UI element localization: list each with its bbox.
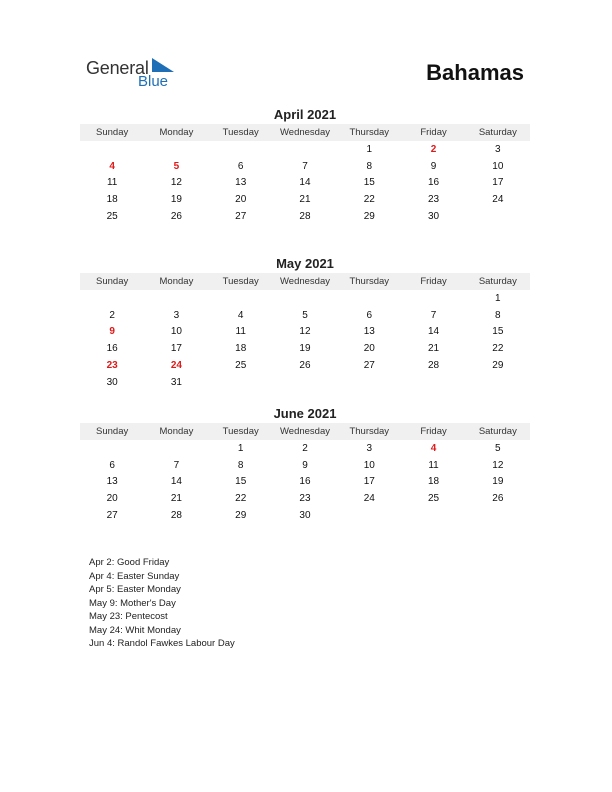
date-cell: 7 (430, 309, 437, 321)
date-cell: 11 (428, 459, 439, 471)
date-cell: 16 (106, 343, 118, 355)
holiday-date: 23 (106, 360, 118, 372)
date-cell: 29 (492, 360, 504, 372)
date-cell: 24 (492, 194, 504, 206)
week-row (80, 307, 530, 324)
date-cell: 27 (235, 211, 247, 223)
week-row (80, 340, 530, 357)
date-cell: 2 (109, 309, 115, 321)
week-row (80, 507, 530, 524)
weekday-label: Monday (159, 276, 194, 287)
weekday-label: Sunday (96, 127, 129, 138)
week-row (80, 457, 530, 474)
week-row (80, 208, 530, 225)
date-cell: 26 (492, 493, 504, 505)
date-cell: 27 (363, 360, 375, 372)
weekday-label: Wednesday (279, 127, 330, 138)
date-cell: 26 (170, 211, 182, 223)
weekday-label: Wednesday (279, 426, 330, 437)
logo-general-text: General (86, 58, 149, 78)
date-cell: 10 (170, 326, 182, 338)
date-cell: 29 (363, 211, 375, 223)
weekday-label: Saturday (478, 127, 517, 138)
holiday-date: 24 (170, 360, 182, 372)
logo-blue-text: Blue (138, 73, 169, 90)
logo-triangle-icon (152, 58, 174, 72)
date-cell: 3 (495, 143, 501, 155)
holiday-item: Jun 4: Randol Fawkes Labour Day (89, 638, 235, 649)
date-cell: 6 (366, 309, 373, 321)
date-cell: 15 (492, 326, 504, 338)
generalblue-logo (86, 58, 196, 92)
date-cell: 20 (235, 194, 247, 206)
date-cell: 12 (299, 326, 311, 338)
date-cell: 23 (427, 194, 440, 206)
week-row (80, 357, 530, 374)
date-cell: 16 (427, 177, 440, 189)
date-cell: 30 (427, 211, 440, 223)
date-cell: 30 (106, 376, 118, 388)
date-cell: 18 (106, 194, 118, 206)
date-cell: 16 (299, 476, 311, 488)
date-cell: 9 (302, 459, 308, 471)
date-cell: 11 (106, 177, 118, 189)
weekday-label: Friday (420, 127, 447, 138)
weekday-label: Tuesday (222, 426, 259, 437)
week-row (80, 175, 530, 192)
date-cell: 18 (427, 476, 440, 488)
date-cell: 19 (170, 194, 182, 206)
date-cell: 20 (363, 343, 375, 355)
date-cell: 28 (427, 360, 440, 372)
date-cell: 14 (427, 326, 440, 338)
weekday-label: Wednesday (279, 276, 330, 287)
weekday-label: Thursday (349, 276, 390, 287)
date-cell: 7 (173, 459, 180, 471)
date-cell: 19 (492, 476, 504, 488)
weekday-label: Monday (159, 426, 194, 437)
weekday-label: Friday (420, 276, 447, 287)
month-title: April 2021 (273, 107, 337, 122)
weekday-header (80, 423, 530, 440)
holiday-item: Apr 5: Easter Monday (89, 584, 181, 595)
holiday-list (89, 556, 235, 651)
date-cell: 14 (170, 476, 182, 488)
month-title: June 2021 (273, 406, 337, 421)
date-cell: 18 (235, 343, 247, 355)
week-row (80, 374, 530, 391)
date-cell: 1 (237, 442, 244, 454)
holiday-date: 2 (430, 143, 437, 155)
holiday-item: Apr 2: Good Friday (89, 557, 170, 568)
date-cell: 10 (492, 160, 504, 172)
country-title: Bahamas (426, 60, 524, 85)
month-title: May 2021 (276, 256, 334, 271)
weekday-label: Sunday (96, 276, 129, 287)
date-cell: 25 (106, 211, 118, 223)
holiday-item: May 24: Whit Monday (89, 624, 181, 636)
weekday-label: Tuesday (222, 127, 259, 138)
holiday-date: 4 (109, 160, 115, 172)
week-row (80, 158, 530, 175)
holiday-item: May 9: Mother's Day (89, 597, 176, 609)
date-cell: 17 (492, 177, 504, 189)
date-cell: 22 (492, 343, 504, 355)
date-cell: 22 (363, 194, 375, 206)
weekday-header (80, 124, 530, 141)
date-cell: 7 (302, 160, 308, 172)
date-cell: 23 (299, 493, 311, 505)
week-row (80, 440, 530, 457)
date-cell: 3 (366, 442, 373, 454)
date-cell: 19 (299, 343, 311, 355)
weekday-label: Saturday (478, 276, 517, 287)
date-cell: 6 (237, 160, 244, 172)
date-cell: 6 (109, 459, 115, 471)
weekday-header (80, 273, 530, 290)
week-row (80, 141, 530, 158)
date-cell: 21 (427, 343, 440, 355)
date-cell: 9 (430, 160, 437, 172)
date-cell: 29 (235, 510, 247, 522)
date-cell: 10 (363, 459, 375, 471)
date-cell: 17 (170, 343, 182, 355)
week-row (80, 290, 530, 307)
weekday-label: Sunday (96, 426, 129, 437)
date-cell: 22 (235, 493, 247, 505)
date-cell: 13 (363, 326, 375, 338)
holiday-date: 4 (430, 442, 437, 454)
weekday-label: Thursday (349, 426, 390, 437)
holiday-date: 9 (109, 326, 115, 338)
date-cell: 20 (106, 493, 118, 505)
date-cell: 27 (106, 510, 118, 522)
date-cell: 8 (237, 459, 244, 471)
date-cell: 26 (299, 360, 311, 372)
date-cell: 28 (170, 510, 182, 522)
week-row (80, 324, 530, 341)
week-row (80, 490, 530, 507)
date-cell: 31 (170, 376, 182, 388)
date-cell: 1 (366, 143, 373, 155)
date-cell: 13 (235, 177, 247, 189)
date-cell: 25 (427, 493, 440, 505)
date-cell: 11 (235, 326, 246, 338)
date-cell: 15 (363, 177, 375, 189)
weekday-label: Monday (159, 127, 194, 138)
week-row (80, 474, 530, 491)
holiday-item: Apr 4: Easter Sunday (89, 570, 180, 582)
date-cell: 15 (235, 476, 247, 488)
month-june (80, 405, 530, 524)
date-cell: 5 (495, 442, 501, 454)
holiday-date: 5 (173, 160, 180, 172)
date-cell: 12 (492, 459, 504, 471)
date-cell: 5 (302, 309, 308, 321)
date-cell: 3 (173, 309, 180, 321)
weekday-label: Thursday (349, 127, 390, 138)
date-cell: 24 (363, 493, 375, 505)
date-cell: 25 (235, 360, 247, 372)
week-row (80, 191, 530, 208)
month-april (80, 106, 530, 225)
date-cell: 4 (237, 309, 244, 321)
month-may (80, 255, 530, 391)
date-cell: 1 (495, 292, 501, 304)
date-cell: 28 (299, 211, 311, 223)
date-cell: 30 (299, 510, 311, 522)
date-cell: 12 (170, 177, 182, 189)
date-cell: 21 (170, 493, 182, 505)
holiday-item: May 23: Pentecost (89, 611, 168, 622)
weekday-label: Friday (420, 426, 447, 437)
date-cell: 21 (299, 194, 311, 206)
date-cell: 8 (366, 160, 373, 172)
date-cell: 17 (363, 476, 375, 488)
weekday-label: Saturday (478, 426, 517, 437)
date-cell: 2 (302, 442, 308, 454)
date-cell: 8 (495, 309, 501, 321)
date-cell: 14 (299, 177, 311, 189)
weekday-label: Tuesday (222, 276, 259, 287)
date-cell: 13 (106, 476, 118, 488)
